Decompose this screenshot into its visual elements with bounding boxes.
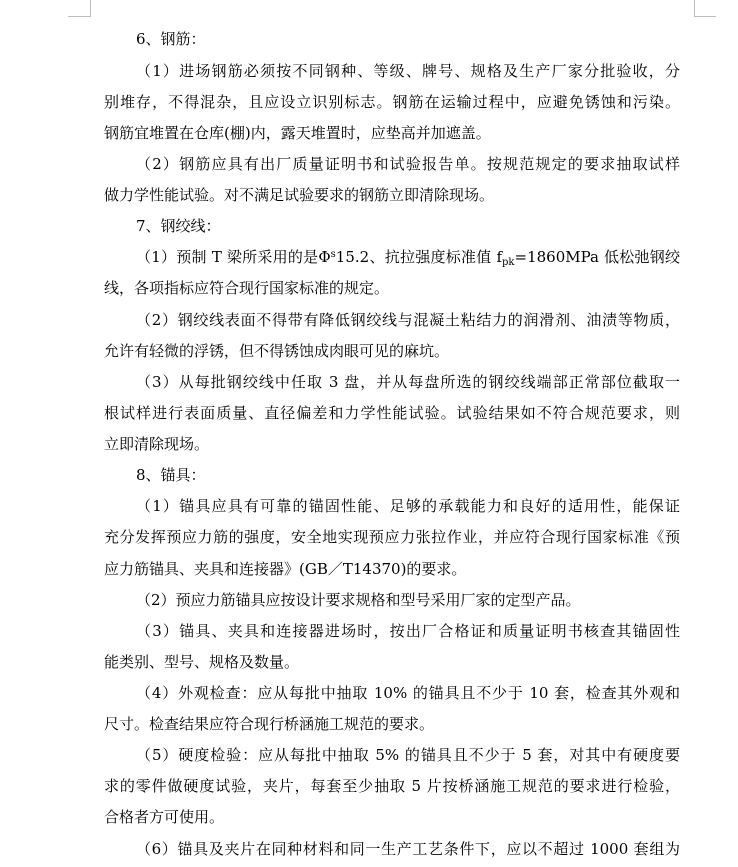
paragraph-line: 钢筋宜堆置在仓库(棚)内，露天堆置时，应垫高并加遮盖。 (104, 124, 491, 142)
crop-mark-top-right (694, 16, 716, 17)
paragraph-line: （1）进场钢筋必须按不同钢种、等级、牌号、规格及生产厂家分批验收，分 (136, 62, 680, 80)
paragraph-line: 别堆存，不得混杂，且应设立识别标志。钢筋在运输过程中，应避免锈蚀和污染。 (104, 93, 680, 111)
paragraph-line: （1）锚具应具有可靠的锚固性能、足够的承载能力和良好的适用性，能保证 (136, 497, 680, 515)
paragraph-line: 做力学性能试验。对不满足试验要求的钢筋立即清除现场。 (104, 186, 495, 204)
paragraph-line: （3）锚具、夹具和连接器进场时，按出厂合格证和质量证明书核查其锚固性 (136, 622, 680, 640)
subscript-pk: pk (502, 257, 515, 268)
crop-mark-top-left (90, 0, 91, 17)
paragraph-line: （2）钢绞线表面不得带有降低钢绞线与混凝土粘结力的润滑剂、油渍等物质， (136, 311, 680, 329)
paragraph-line: 求的零件做硬度试验，夹片，每套至少抽取 5 片按桥涵施工规范的要求进行检验， (104, 777, 680, 795)
crop-mark-top-left (68, 16, 91, 17)
paragraph-line: 尺寸。检查结果应符合现行桥涵施工规范的要求。 (104, 715, 435, 733)
paragraph-line: （3）从每批钢绞线中任取 3 盘，并从每盘所选的钢绞线端部正常部位截取一 (136, 373, 680, 391)
text-run: 15.2、抗拉强度标准值 f (335, 248, 503, 266)
paragraph-line: 线，各项指标应符合现行国家标准的规定。 (104, 279, 390, 297)
paragraph-line: （5）硬度检验：应从每批中抽取 5% 的锚具且不少于 5 套，对其中有硬度要 (136, 746, 680, 764)
section-heading-8: 8、锚具： (136, 466, 206, 484)
text-run: =1860MPa 低松弛钢绞 (514, 248, 680, 266)
paragraph-line (136, 247, 680, 267)
paragraph-line: 能类别、型号、规格及数量。 (104, 653, 300, 671)
paragraph-line: （4）外观检查：应从每批中抽取 10% 的锚具且不少于 10 套，检查其外观和 (136, 684, 680, 702)
crop-mark-top-right (694, 0, 695, 17)
paragraph-line: 充分发挥预应力筋的强度，安全地实现预应力张拉作业，并应符合现行国家标准《预 (104, 528, 680, 546)
superscript-s: s (330, 249, 336, 260)
paragraph-line: （2）钢筋应具有出厂质量证明书和试验报告单。按规范规定的要求抽取试样 (136, 155, 680, 173)
section-heading-6: 6、钢筋： (136, 30, 206, 48)
paragraph-line: 合格者方可使用。 (104, 808, 225, 826)
section-heading-7: 7、钢绞线： (136, 217, 221, 235)
paragraph-line: （2）预应力筋锚具应按设计要求规格和型号采用厂家的定型产品。 (136, 591, 581, 609)
text-run: （1）预制 T 梁所采用的是Φ (136, 248, 331, 266)
paragraph-line: （6）锚具及夹片在同种材料和同一生产工艺条件下，应以不超过 1000 套组为 (136, 840, 680, 858)
paragraph-line: 根试样进行表面质量、直径偏差和力学性能试验。试验结果如不符合规范要求，则 (104, 404, 680, 422)
paragraph-line: 允许有轻微的浮锈，但不得锈蚀成肉眼可见的麻坑。 (104, 342, 450, 360)
paragraph-line: 立即清除现场。 (104, 435, 210, 453)
paragraph-line: 应力筋锚具、夹具和连接器》(GB／T14370)的要求。 (104, 560, 467, 578)
